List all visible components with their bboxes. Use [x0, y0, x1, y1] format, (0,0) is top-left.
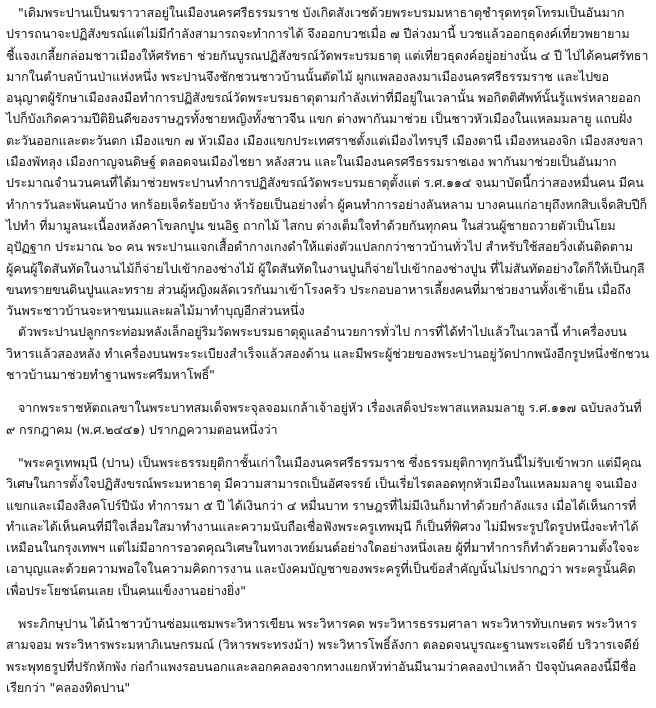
- paragraph-3: จากพระราชหัตถเลขาในพระบาทสมเด็จพระจุลจอมเกล้าเจ้าอยู่หัว เรื่องเสด็จประพาสแหลมมลายู ร.ศ.๑๑๗ ฉบับลงวันที่ ๙ กรกฎาคม (พ.ศ.๒๔๔๑) ปรากฏความตอนหนึ่งว่า: [6, 400, 642, 437]
- paragraph-4-quote: "พระครูเทพมุนี (ปาน) เป็นพระธรรมยุติกาชั้นเก่าในเมืองนครศรีธรรมราช ซึ่งธรรมยุติกาทุกวันนี้ไม่รับเข้าพวก แต่มีคุณวิเศษในการตั้งใจปฏิสังขรณ์พระมหาธาตุ มีความสามารถเป็นอัศจรรย์ เป็นเรี่ยไรตลอดทุกหัวเมืองในแหลมมลายู จนเมืองแขกและเมืองสิงคโปร์ปีนัง ทำการมา ๕ ปี ได้เงินกว่า ๔ หมื่นบาท ราษฎรที่ไม่มีเงินก็มาทำด้วยกำลังแรง เมื่อได้เห็นการที่ทำและได้เห็นคนที่มีใจเลื่อมใสมาทำงานและความนับถือเชื่อฟังพระครูเทพมุนี ก็เป็นที่พิศวง ไม่มีพระรูปใดรูปหนึ่งจะทำได้เหมือนในกรุงเทพฯ แต่ไม่มีอาการอวดคุณวิเศษในทางเวทย์มนต์อย่างใดอย่างหนึ่งเลย ผู้ที่มาทำการก็ทำด้วยความตั้งใจจะเอาบุญและด้วยความพอใจในความคิดการงาน และบังคมบัญชาของพระครูที่เป็นข้อสำคัญนั้นไม่ปรากฏว่า พระครูนั้นคิดเพื่อประโยชน์ตนเลย เป็นคนแข็งงานอย่างยิ่ง": [6, 454, 642, 598]
- paragraph-5: พระภิกษุปาน ได้นำชาวบ้านซ่อมแซมพระวิหารเขียน พระวิหารคด พระวิหารธรรมศาลา พระวิหารทับเกษตร พระวิหารสามจอม พระวิหารพระมหาภิเนษกรมณ์ (วิหารพระทรงม้า) พระวิหารโพธิ์ลังกา ตลอดจนบูรณะฐานพระเจดีย์ บริวารเจดีย์ พระพุทธรูปที่ปรักหักพัง ก่อกำแพงรอบนอกและลอกคลองจากทางแยกหัวท่าอันมีนามว่าคลองป่าเหล้า ปัจจุบันคลองนี้มีชื่อเรียกว่า "คลองทิดปาน": [6, 616, 640, 695]
- paragraph-1: "เดิมพระปานเป็นฆราวาสอยู่ในเมืองนครศรีธรรมราช บังเกิดสังเวชด้วยพระบรมมหาธาตุชำรุดทรุดโทรมเป็นอันมาก ปรารถนาจะปฏิสังขรณ์แต่ไม่มีกำลังสามารถจะทำการได้ จึงออกบวชเมื่อ ๗ ปีล่วงมานี้ บวชแล้วออกธุดงค์เที่ยวพยายามชี้แจงเกลี้ยกล่อมชาวเมืองให้ศรัทธา ช่วยกันบูรณปฏิสังขรณ์วัดพระบรมธาตุ แต่เที่ยวธุดงค์อยู่อย่างนั้น ๔ ปี ไป่ได้คนศรัทธามากในตำบลบ้านป่าแห่งหนึ่ง พระปานจึงชักชวนชาวบ้านนั้นตัดไม้ ผูกแพลองลงมาเมืองนครศรีธรรมราช และไปขออนุญาตผู้รักษาเมืองลงมือทำการปฏิสังขรณ์วัดพระบรมธาตุตามกำลังเท่าที่มีอยู่ในเวลานั้น พอกิตติศัพท์นั้นรู้แพร่หลายออกไปก็บังเกิดความปีติยินดีของราษฎรทั้งชายหญิงทั้งชาวจีน แขก ต่างพากันมาช่วย เป็นชาวหัวเมืองในแหลมมลายู แถบฝั่งตะวันออกและตะวันตก เมืองแขก ๗ หัวเมือง เมืองแขกประเทศราชตั้งแต่เมืองไทรบุรี เมืองตานี เมืองหนองจิก เมืองสงขลา เมืองพัทลุง เมืองกาญจนดิษฐ์ ตลอดจนเมืองไชยา หลังสวน และในเมืองนครศรีธรรมราชเอง พากันมาช่วยเป็นอันมากประมาณจำนวนคนที่ได้มาช่วยพระปานทำการปฏิสังขรณ์วัดพระบรมธาตุตั้งแต่ ร.ศ.๑๑๔ จนมาบัดนี้กว่าสองหมื่นคน มีคนทำการวันละพันคนบ้าง หกร้อยเจ็ดร้อยบ้าง ห้าร้อยเป็นอย่างต่ำ ผู้คนทำการอย่างลันหลาม บางคนแก่อายุถึงหกสิบเจ็ดสิบปีก็ไปทำ ที่มามูลนะเนื้องหลังคาโขลกปูน ขนอิฐ ถากไม้ ไสกบ ต่างเต็มใจทำด้วยกันทุกคน ในส่วนผู้ชายถวายตัวเป็นโยมอุปัฏฐาก ประมาณ ๖๐ คน พระปานแจกเสื้อดำกางเกงดำให้แต่งตัวแปลกกว่าชาวบ้านทั่วไป สำหรับใช้สอยวิ่งเต้นติดตามผู้คนผู้ใดสันทัดในงานไม้ก็จ่ายไปเข้ากองช่างไม้ ผู้ใดสันทัดในงานปูนก็จ่ายไปเข้ากองช่างปูน ที่ไม่สันทัดอย่างใดก็ให้เป็นกุลีขนทรายขนดินปูนและทราย ส่วนผู้หญิงผลัดเวรกันมาเข้าโรงครัว ประกอบอาหารเลี้ยงคนที่มาช่วยงานทั้งเช้าเย็น เมื่อถึงวันพระชาวบ้านจะหาขนมและผลไม้มาทำบุญอีกส่วนหนึ่ง: [6, 5, 649, 319]
- paragraph-gap: [6, 440, 650, 452]
- paragraph-gap: [6, 385, 650, 397]
- paragraph-2: ตัวพระปานปลูกกระท่อมหลังเล็กอยู่ริมวัดพระบรมธาตุดูแลอำนวยการทั่วไป การที่ได้ทำไปแล้วในเวลานี้ ทำเครื่องบนวิหารแล้วสองหลัง ทำเครื่องบนพระระเบียงสำเร็จแล้วสองด้าน และมีพระผู้ช่วยของพระปานอยู่วัดปากพนังอีกรูปหนึ่งชักชวนชาวบ้านมาช่วยทำฐานพระศรีมหาโพธิ์": [6, 324, 650, 383]
- paragraph-gap: [6, 601, 650, 613]
